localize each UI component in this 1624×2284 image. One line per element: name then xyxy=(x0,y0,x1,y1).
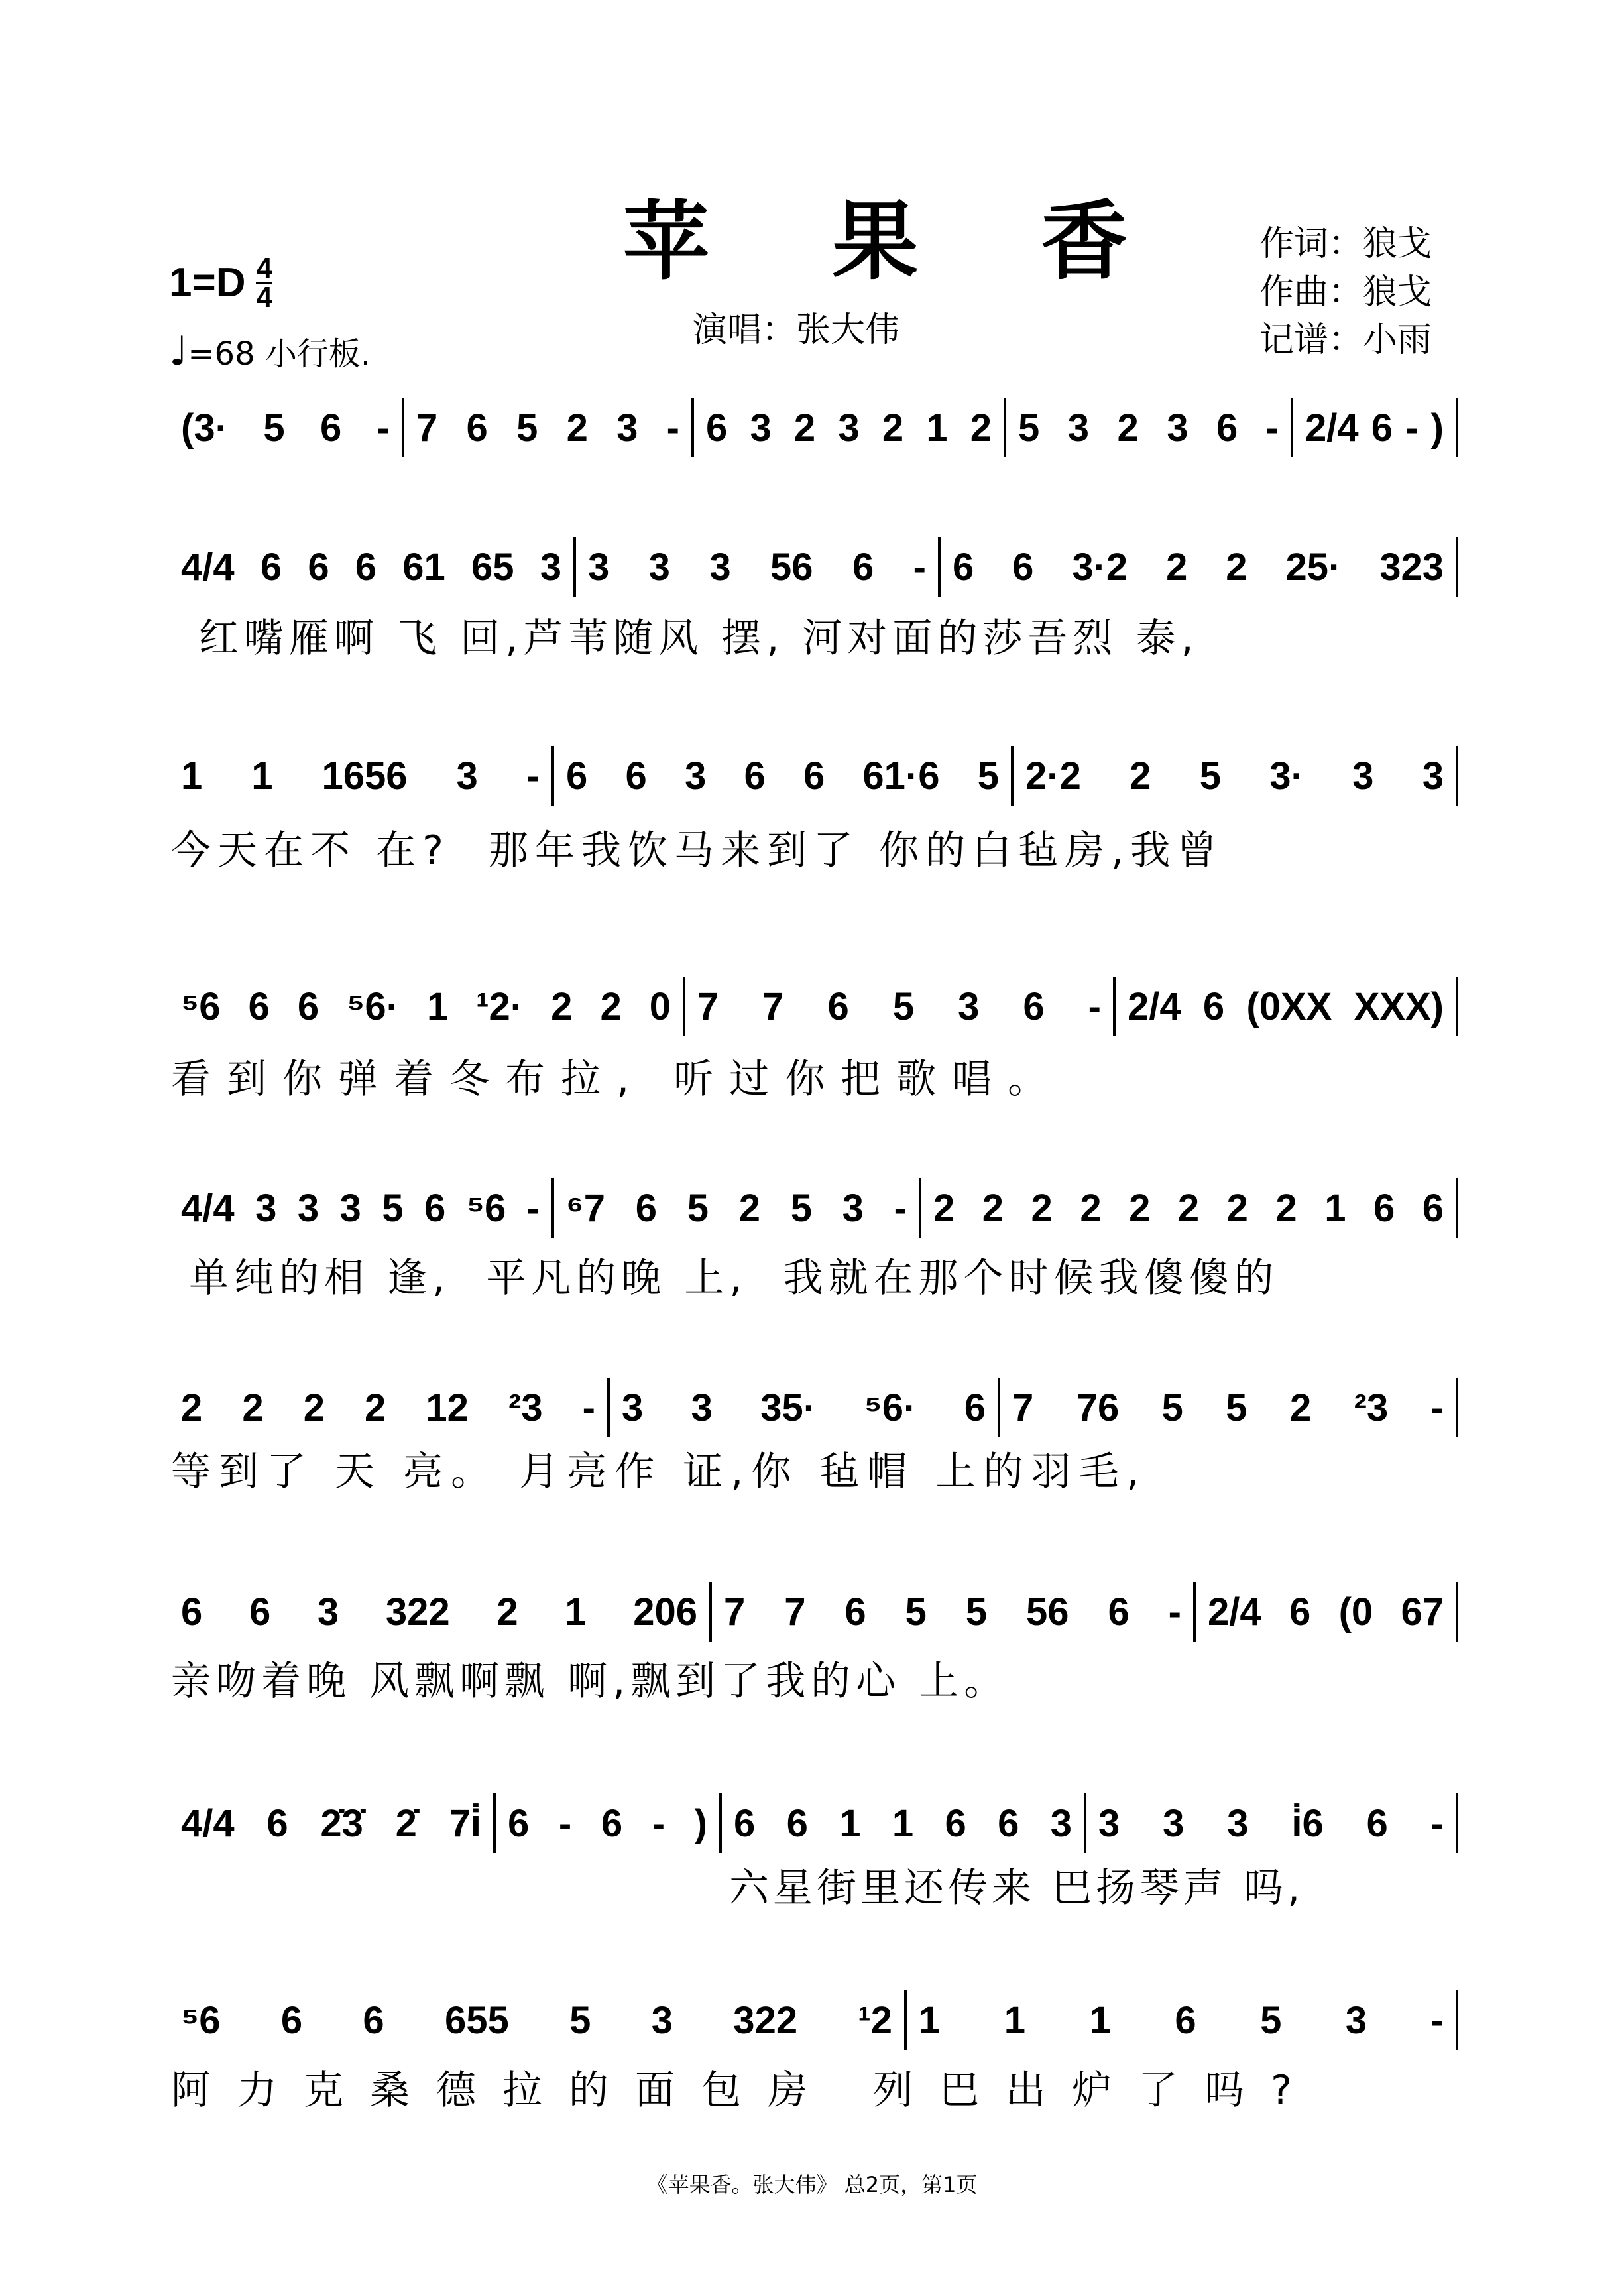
time-sig-top: 4 xyxy=(256,252,272,284)
measure xyxy=(1116,977,1458,1036)
tempo-marking xyxy=(169,328,371,375)
measure-notes: 6 - 6 - ) xyxy=(508,1801,707,1845)
measure xyxy=(169,1582,712,1642)
measure-notes: 3 3 3 i̇6 6 - xyxy=(1098,1801,1444,1845)
notation-line xyxy=(169,746,1462,806)
quarter-note-icon: ♩ xyxy=(169,328,188,375)
measure xyxy=(1014,746,1458,806)
measure-notes: 5 3 2 3 6 - xyxy=(1018,406,1279,450)
tempo-text: =68 小行板. xyxy=(188,335,371,373)
measure-notes: ⁵6 6 6 655 5 3 322 ¹2 xyxy=(181,1998,892,2042)
measure xyxy=(169,1793,496,1853)
measure-notes: 6 6 3 322 2 1 206 xyxy=(181,1590,697,1634)
measure xyxy=(404,398,694,457)
measure-notes: 2 2 2 2 2 2 2 2 1 6 6 xyxy=(933,1186,1444,1230)
measure-notes: 3 3 35· ⁵6· 6 xyxy=(622,1386,986,1429)
notation-line xyxy=(169,1378,1462,1437)
measure-notes: 2·2 2 5 3· 3 3 xyxy=(1025,754,1444,798)
lyrics-line: 阿力克桑德拉的面包房 列巴出炉了吗? xyxy=(171,2067,1318,2114)
measure xyxy=(169,746,554,806)
notation-line xyxy=(169,398,1462,457)
measure xyxy=(722,1793,1086,1853)
key-signature xyxy=(169,252,272,314)
measure xyxy=(694,398,1006,457)
measure-notes: 6 6 3 6 6 61·6 5 xyxy=(566,754,999,798)
measure-notes: 2/4 6 - ) xyxy=(1305,406,1444,450)
measure-notes: 6 6 3·2 2 2 25· 323 xyxy=(953,545,1444,589)
lyrics-line: 看到你弹着冬布拉, 听过你把歌唱。 xyxy=(171,1056,1064,1103)
measure-notes: 7 6 5 2 3 - xyxy=(416,406,679,450)
measure-notes: 2/4 6 (0 67 xyxy=(1208,1590,1444,1634)
notation-line xyxy=(169,1990,1462,2050)
notation-line xyxy=(169,1178,1462,1238)
measure xyxy=(169,1378,610,1437)
measure-notes: (3· 5 6 - xyxy=(181,406,390,450)
lyrics-line: 等到了 天 亮。 月亮作 证,你 毡帽 上的羽毛, xyxy=(171,1449,1147,1495)
measure xyxy=(610,1378,1000,1437)
time-sig-bottom: 4 xyxy=(256,280,272,314)
notation-line xyxy=(169,1793,1462,1853)
measure xyxy=(1000,1378,1458,1437)
measure-notes: ⁶7 6 5 2 5 3 - xyxy=(566,1186,907,1230)
measure-notes: 6 6 1 1 6 6 3 xyxy=(734,1801,1072,1845)
measure xyxy=(169,1178,554,1238)
notation-line xyxy=(169,977,1462,1036)
measure-notes: 7 76 5 5 2 ²3 - xyxy=(1012,1386,1444,1429)
song-title: 苹 果 香 xyxy=(623,190,1174,292)
measure xyxy=(1196,1582,1458,1642)
measure-notes: 4/4 3 3 3 5 6 ⁵6 - xyxy=(181,1186,540,1230)
measure xyxy=(169,398,404,457)
measure xyxy=(169,1990,907,2050)
lyrics-line: 六星街里还传来 巴扬琴声 吗, xyxy=(729,1865,1305,1911)
measure xyxy=(907,1990,1458,2050)
measure xyxy=(921,1178,1458,1238)
measure xyxy=(554,1178,921,1238)
measure-notes: 4/4 6 2̇3̇ 2̇ 7i̇ xyxy=(181,1801,481,1845)
measure-notes: 4/4 6 6 6 61 65 3 xyxy=(181,545,561,589)
measure-notes: 1 1 1656 3 - xyxy=(181,754,540,798)
singer: 演唱：张大伟 xyxy=(693,310,900,350)
measure xyxy=(712,1582,1196,1642)
time-signature xyxy=(256,252,272,314)
measure xyxy=(169,977,685,1036)
lyrics-line: 单纯的相 逢, 平凡的晚 上, 我就在那个时候我傻傻的 xyxy=(171,1255,1279,1301)
measure xyxy=(554,746,1014,806)
lyricist: 作词：狼戈 xyxy=(1259,224,1432,264)
measure xyxy=(685,977,1116,1036)
measure xyxy=(576,537,941,597)
measure xyxy=(496,1793,722,1853)
composer: 作曲：狼戈 xyxy=(1259,272,1432,312)
measure-notes: 1 1 1 6 5 3 - xyxy=(919,1998,1444,2042)
lyrics-line: 红嘴雁啊 飞 回,芦苇随风 摆, 河对面的莎吾烈 泰, xyxy=(199,615,1199,662)
measure xyxy=(169,537,576,597)
measure-notes: 6 3 2 3 2 1 2 xyxy=(706,406,992,450)
measure-notes: 3 3 3 56 6 - xyxy=(588,545,926,589)
lyrics-line: 今天在不 在? 那年我饮马来到了 你的白毡房,我曾 xyxy=(171,827,1224,874)
measure xyxy=(941,537,1458,597)
key: 1=D xyxy=(169,260,246,306)
page-footer: 《苹果香。张大伟》 总2页，第1页 xyxy=(646,2172,978,2197)
measure-notes: 7 7 6 5 5 56 6 - xyxy=(724,1590,1181,1634)
lyrics-line: 亲吻着晚 风飘啊飘 啊,飘到了我的心 上。 xyxy=(171,1658,1010,1705)
measure xyxy=(1293,398,1458,457)
notation-line xyxy=(169,537,1462,597)
measure xyxy=(1086,1793,1458,1853)
notation-line xyxy=(169,1582,1462,1642)
transcriber: 记谱：小雨 xyxy=(1259,320,1432,360)
measure-notes: 7 7 6 5 3 6 - xyxy=(697,985,1101,1028)
measure xyxy=(1006,398,1293,457)
measure-notes: 2/4 6 (0XX XXX) xyxy=(1128,985,1444,1028)
measure-notes: 2 2 2 2 12 ²3 - xyxy=(181,1386,595,1429)
measure-notes: ⁵6 6 6 ⁵6· 1 ¹2· 2 2 0 xyxy=(181,985,671,1028)
